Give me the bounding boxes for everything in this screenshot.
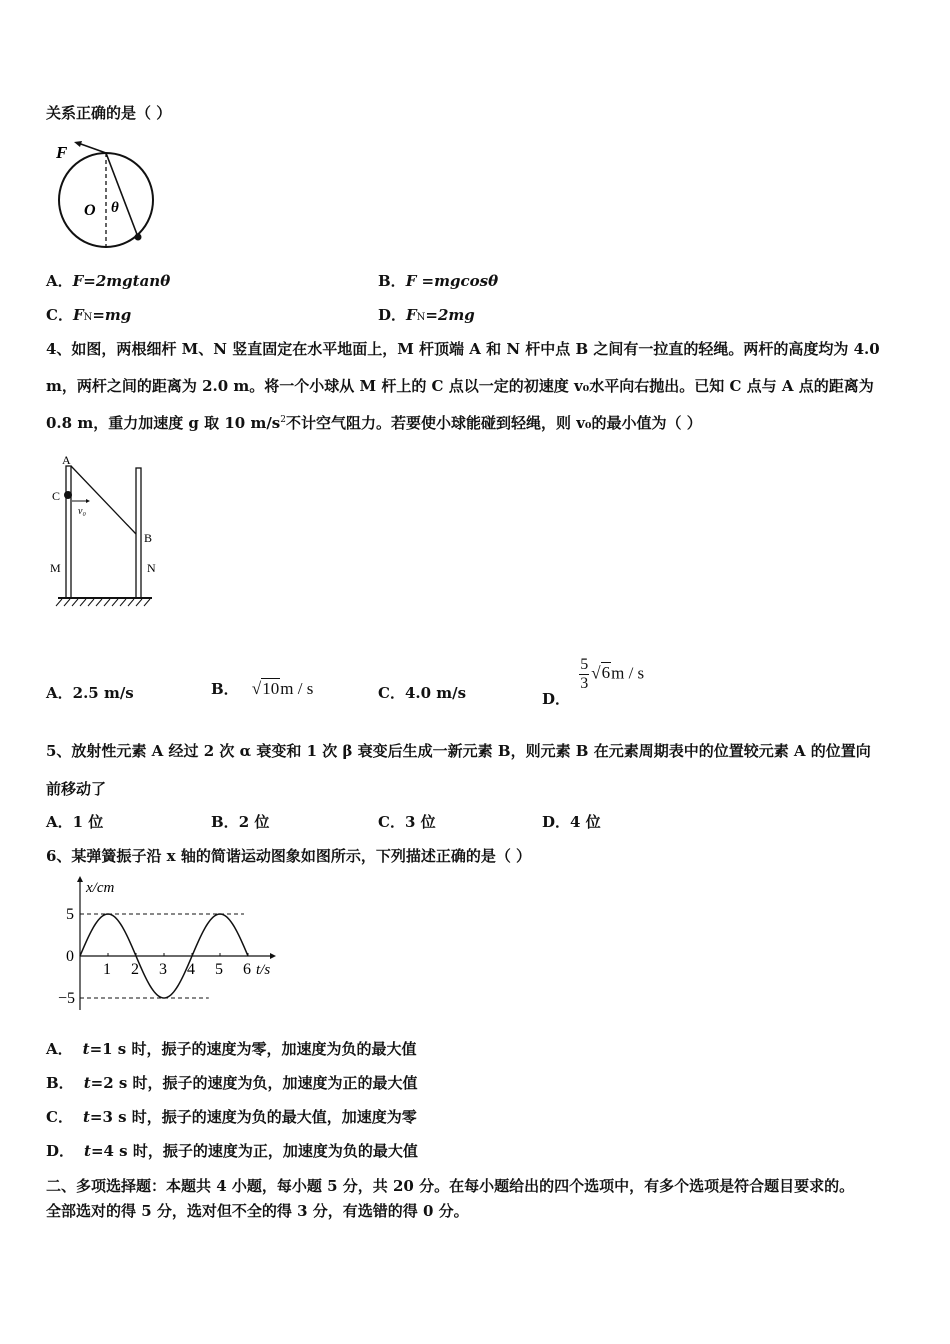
q6-option-b[interactable]: B． t=2 s 时，振子的速度为负，加速度为正的最大值 [46, 1074, 418, 1092]
q5-option-b[interactable]: B．2 位 [211, 813, 270, 831]
q6-xtick-label: 4 [187, 961, 195, 978]
q3-stem-end: 关系正确的是（ ） [46, 104, 172, 122]
q6-option-d[interactable]: D． t=4 s 时，振子的速度为正，加速度为负的最大值 [46, 1142, 418, 1160]
q6-stem: 6、某弹簧振子沿 x 轴的简谐运动图象如图所示，下列描述正确的是（ ） [46, 847, 532, 865]
q5-option-c[interactable]: C．3 位 [378, 813, 436, 831]
q3-option-c[interactable]: C．FN=mg [46, 306, 132, 324]
q6-option-c[interactable]: C． t=3 s 时，振子的速度为负的最大值，加速度为零 [46, 1108, 417, 1126]
q4-stem-line3: 0.8 m，重力加速度 g 取 10 $m/s^2$不计空气阻力。若要使小球能碰到轻绳，则 v₀的最小值为（ ） [46, 414, 702, 432]
q6-xtick-label: 5 [215, 961, 223, 978]
q4-label-a: A [62, 453, 71, 467]
q4-option-d[interactable]: D． $\frac{5}{3}$ √6m / s [542, 656, 645, 709]
q6-y-axis-arrow [77, 876, 83, 882]
q6-shm-chart [50, 872, 290, 1012]
q6-x-axis-arrow [270, 953, 276, 959]
q4-option-a[interactable]: A．2.5 m/s [46, 684, 134, 702]
q6-xlabel: t/s [256, 962, 271, 978]
q4-label-m: M [50, 561, 61, 575]
q4-label-n: N [147, 561, 156, 575]
q3-option-a[interactable]: A．F=2mgtanθ [46, 272, 171, 290]
q6-xtick-label: 3 [159, 961, 167, 978]
q3-label-o: O [84, 202, 96, 219]
q6-ytick-label: 5 [66, 906, 74, 923]
q4-label-b: B [144, 531, 153, 545]
q4-stem-line2: m，两杆之间的距离为 2.0 m。将一个小球从 M 杆上的 C 点以一定的初速度 v₀水平向右抛出。已知 C 点与 A 点的距离为 [46, 377, 874, 395]
q6-ylabel: x/cm [86, 880, 115, 896]
section2-instructions-line1: 二、多项选择题：本题共 4 小题，每小题 5 分，共 20 分。在每小题给出的四个选项中，有多个选项是符合题目要求的。 [46, 1177, 855, 1195]
q5-option-d[interactable]: D．4 位 [542, 813, 601, 831]
q4-label-v0: v₀ [78, 506, 86, 517]
q4-label-c: C [52, 489, 61, 503]
q6-xtick-label: 1 [103, 961, 111, 978]
q3-option-b[interactable]: B．F =mgcosθ [378, 272, 499, 290]
q6-option-a[interactable]: A． t=1 s 时，振子的速度为零，加速度为负的最大值 [46, 1040, 417, 1058]
q4-rods-figure [44, 448, 164, 618]
q3-option-d[interactable]: D．FN=2mg [378, 306, 475, 324]
q5-stem-line2: 前移动了 [46, 780, 107, 798]
q3-label-f: F [56, 143, 68, 162]
q4-stem-line1: 4、如图，两根细杆 M、N 竖直固定在水平地面上，M 杆顶端 A 和 N 杆中点 B 之间有一拉直的轻绳。两杆的高度均为 4.0 [46, 340, 880, 358]
q4-option-c[interactable]: C．4.0 m/s [378, 684, 467, 702]
q6-ytick-label: −5 [58, 990, 76, 1007]
q6-ytick-label: 0 [66, 948, 74, 965]
q4-option-b[interactable]: B． √10m / s [211, 679, 314, 698]
q6-xtick-label: 2 [131, 961, 139, 978]
q5-stem-line1: 5、放射性元素 A 经过 2 次 α 衰变和 1 次 β 衰变后生成一新元素 B，则元素 B 在元素周期表中的位置较元素 A 的位置向 [46, 742, 871, 760]
q6-xtick-label: 6 [243, 961, 251, 978]
q5-option-a[interactable]: A．1 位 [46, 813, 104, 831]
q3-label-theta: θ [111, 200, 119, 216]
q3-circle-figure [48, 138, 168, 258]
section2-instructions-line2: 全部选对的得 5 分，选对但不全的得 3 分，有选错的得 0 分。 [46, 1202, 469, 1220]
